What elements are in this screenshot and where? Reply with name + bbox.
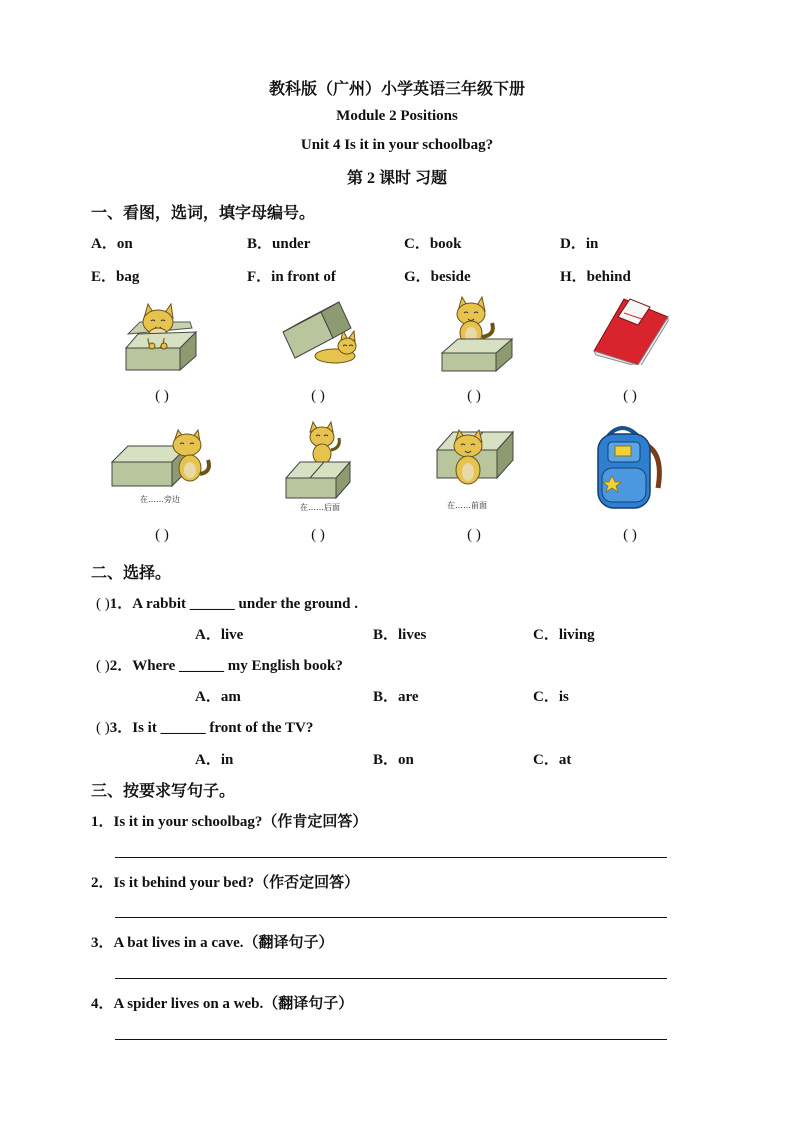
question-2-blank[interactable]: ( ) [96, 658, 110, 674]
answer-blank-6[interactable]: ( ) [311, 527, 325, 543]
answer-blank-2[interactable]: ( ) [311, 388, 325, 404]
writing-line-4[interactable] [115, 1039, 667, 1040]
lesson-title: 第 2 课时 习题 [346, 170, 447, 187]
caption-beside: 在……旁边 [140, 495, 180, 504]
q3-option-c: C．at [533, 752, 572, 768]
option-e: E．bag [91, 269, 140, 285]
q1-option-a: A．live [195, 627, 244, 643]
cat-in-front-of-box-picture [433, 420, 519, 514]
question-2 [96, 654, 343, 675]
caption-behind: 在……后面 [300, 503, 340, 512]
option-b: B．under [247, 236, 311, 252]
writing-line-3[interactable] [115, 978, 667, 979]
option-d: D．in [560, 236, 599, 252]
question-1-stem: 1．A rabbit ______ under the ground . [109, 596, 358, 612]
writing-item-1: 1．Is it in your schoolbag?（作肯定回答） [91, 814, 368, 830]
question-2-stem: 2．Where ______ my English book? [109, 658, 343, 674]
unit-title: Unit 4 Is it in your schoolbag? [300, 137, 494, 153]
writing-line-1[interactable] [115, 857, 667, 858]
question-3-blank[interactable]: ( ) [96, 720, 110, 736]
cat-in-box-picture [118, 298, 200, 374]
question-1 [96, 592, 358, 613]
answer-blank-3[interactable]: ( ) [467, 388, 481, 404]
worksheet-title: 教科版（广州）小学英语三年级下册 [268, 81, 525, 98]
option-c: C．book [404, 236, 462, 252]
caption-front: 在……前面 [447, 501, 487, 510]
q2-option-b: B．are [373, 689, 419, 705]
part3-heading: 三、按要求写句子。 [91, 783, 236, 800]
part2-heading: 二、选择。 [91, 565, 172, 582]
answer-blank-1[interactable]: ( ) [155, 388, 169, 404]
red-book-picture [590, 295, 670, 365]
option-h: H．behind [560, 269, 631, 285]
blue-schoolbag-picture [592, 424, 668, 510]
option-f: F．in front of [247, 269, 336, 285]
writing-line-2[interactable] [115, 917, 667, 918]
answer-blank-4[interactable]: ( ) [623, 388, 637, 404]
cat-under-box-picture [277, 298, 363, 368]
q2-option-a: A．am [195, 689, 241, 705]
writing-item-4: 4．A spider lives on a web.（翻译句子） [91, 996, 354, 1012]
answer-blank-5[interactable]: ( ) [155, 527, 169, 543]
cat-on-box-picture [436, 293, 518, 373]
q1-option-b: B．lives [373, 627, 427, 643]
question-3-stem: 3．Is it ______ front of the TV? [109, 720, 314, 736]
q3-option-b: B．on [373, 752, 414, 768]
option-g: G．beside [404, 269, 471, 285]
writing-item-2: 2．Is it behind your bed?（作否定回答） [91, 875, 360, 891]
cat-beside-box-picture [108, 428, 216, 508]
question-3 [96, 716, 313, 737]
writing-item-3: 3．A bat lives in a cave.（翻译句子） [91, 935, 334, 951]
q2-option-c: C．is [533, 689, 569, 705]
question-1-blank[interactable]: ( ) [96, 596, 110, 612]
option-a: A．on [91, 236, 133, 252]
part1-heading: 一、看图，选词，填字母编号。 [91, 205, 316, 222]
q1-option-c: C．living [533, 627, 595, 643]
answer-blank-8[interactable]: ( ) [623, 527, 637, 543]
cat-behind-box-picture [278, 418, 356, 514]
answer-blank-7[interactable]: ( ) [467, 527, 481, 543]
q3-option-a: A．in [195, 752, 234, 768]
module-title: Module 2 Positions [336, 108, 458, 124]
